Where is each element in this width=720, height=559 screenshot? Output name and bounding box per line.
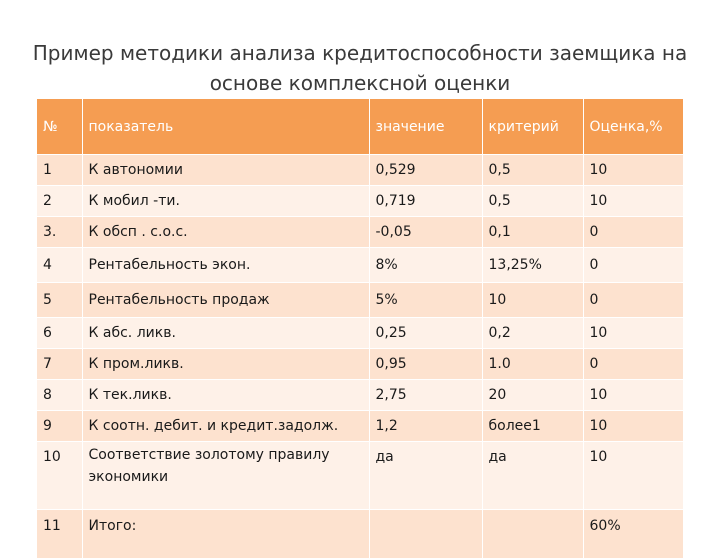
header-score: Оценка,% <box>583 99 683 155</box>
cell-criterion: 0,5 <box>482 155 583 186</box>
cell-number: 11 <box>37 510 82 559</box>
cell-indicator: Рентабельность продаж <box>82 283 369 318</box>
cell-number: 4 <box>37 248 82 283</box>
header-number: № <box>37 99 82 155</box>
table-row <box>37 155 683 186</box>
cell-value: 0,529 <box>369 155 482 186</box>
cell-score: 0 <box>583 248 683 283</box>
cell-value: 2,75 <box>369 380 482 411</box>
table-row <box>37 318 683 349</box>
cell-value: 1,2 <box>369 411 482 442</box>
cell-number: 8 <box>37 380 82 411</box>
cell-value: -0,05 <box>369 217 482 248</box>
cell-score: 10 <box>583 155 683 186</box>
cell-criterion: 0,2 <box>482 318 583 349</box>
table-header-row <box>37 99 683 155</box>
cell-indicator: К пром.ликв. <box>82 349 369 380</box>
cell-number: 9 <box>37 411 82 442</box>
cell-score: 10 <box>583 186 683 217</box>
cell-number: 2 <box>37 186 82 217</box>
cell-value: 0,719 <box>369 186 482 217</box>
cell-indicator: К тек.ликв. <box>82 380 369 411</box>
table-row <box>37 283 683 318</box>
table-row <box>37 380 683 411</box>
slide-title <box>0 38 720 98</box>
cell-criterion <box>482 510 583 559</box>
cell-indicator: К соотн. дебит. и кредит.задолж. <box>82 411 369 442</box>
table-row <box>37 248 683 283</box>
slide-title-line-2: основе комплексной оценки <box>209 71 511 95</box>
cell-value: 5% <box>369 283 482 318</box>
cell-indicator: К абс. ликв. <box>82 318 369 349</box>
credit-analysis-table <box>37 99 683 559</box>
cell-score: 10 <box>583 318 683 349</box>
cell-score: 60% <box>583 510 683 559</box>
cell-indicator: К мобил -ти. <box>82 186 369 217</box>
cell-value: 0,25 <box>369 318 482 349</box>
cell-criterion: 0,5 <box>482 186 583 217</box>
header-value: значение <box>369 99 482 155</box>
cell-score: 0 <box>583 349 683 380</box>
header-indicator: показатель <box>82 99 369 155</box>
slide-title-line-1: Пример методики анализа кредитоспособности заемщика на <box>32 41 688 65</box>
cell-score: 0 <box>583 217 683 248</box>
cell-criterion: 10 <box>482 283 583 318</box>
cell-value: 8% <box>369 248 482 283</box>
cell-number: 10 <box>37 442 82 510</box>
table-row <box>37 349 683 380</box>
cell-indicator: Рентабельность экон. <box>82 248 369 283</box>
table-row <box>37 217 683 248</box>
cell-criterion: 13,25% <box>482 248 583 283</box>
cell-score: 10 <box>583 442 683 510</box>
cell-criterion: да <box>482 442 583 510</box>
cell-indicator: К обсп . с.о.с. <box>82 217 369 248</box>
table-row <box>37 442 683 510</box>
cell-criterion: 1.0 <box>482 349 583 380</box>
cell-number: 7 <box>37 349 82 380</box>
table-row <box>37 186 683 217</box>
cell-number: 6 <box>37 318 82 349</box>
table-row-total <box>37 510 683 559</box>
cell-criterion: 20 <box>482 380 583 411</box>
table-row <box>37 411 683 442</box>
cell-indicator: Итого: <box>82 510 369 559</box>
cell-score: 10 <box>583 380 683 411</box>
cell-number: 5 <box>37 283 82 318</box>
cell-number: 1 <box>37 155 82 186</box>
cell-indicator: К автономии <box>82 155 369 186</box>
cell-value <box>369 510 482 559</box>
cell-value: да <box>369 442 482 510</box>
cell-score: 0 <box>583 283 683 318</box>
cell-criterion: более1 <box>482 411 583 442</box>
cell-number: 3. <box>37 217 82 248</box>
cell-indicator: Соответствие золотому правилу экономики <box>82 442 369 510</box>
cell-score: 10 <box>583 411 683 442</box>
header-criterion: критерий <box>482 99 583 155</box>
cell-criterion: 0,1 <box>482 217 583 248</box>
cell-value: 0,95 <box>369 349 482 380</box>
